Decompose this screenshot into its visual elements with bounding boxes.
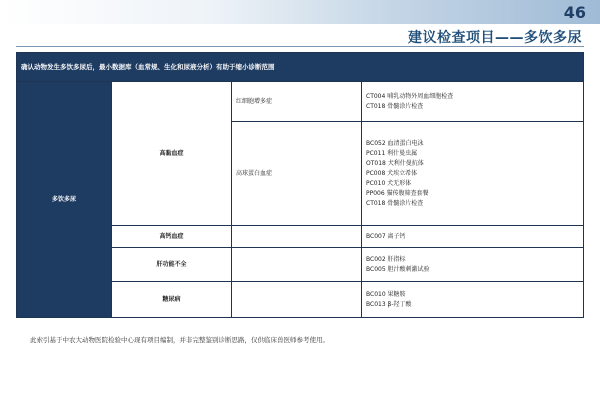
tests-cell — [362, 122, 584, 226]
test-item: CT018 骨髓涂片检查 — [366, 102, 424, 110]
test-item: CT018 骨髓涂片检查 — [366, 199, 424, 207]
table-header: 确认动物发生多饮多尿后，最小数据库（血常规、生化和尿液分析）有助于缩小诊断范围 — [17, 53, 584, 82]
tests-cell — [362, 248, 584, 282]
test-item: CT004 哺乳动物外周血细胞检查 — [366, 92, 454, 100]
sub-category-cell: 高黏血症 — [112, 82, 232, 226]
page-title: 建议检查项目——多饮多尿 — [408, 30, 582, 46]
tests-cell — [362, 226, 584, 248]
condition-cell: 红细胞增多症 — [232, 82, 362, 122]
footnote: 此索引基于中农大动物医院检验中心现有项目编制，并非完整鉴别诊断思路，仅供临床兽医师参考使用。 — [30, 336, 329, 344]
test-item: BC007 离子钙 — [366, 232, 406, 240]
condition-cell — [232, 248, 362, 282]
test-item: BC013 β-羟丁酸 — [366, 300, 412, 308]
test-item: PC008 犬埃立希体 — [366, 169, 418, 177]
condition-cell: 高球蛋白血症 — [232, 122, 362, 226]
tests-cell — [362, 82, 584, 122]
main-category-cell: 多饮多尿 — [17, 82, 112, 318]
test-item: PP006 猫传腹筛查套餐 — [366, 189, 429, 197]
test-item: PC010 犬无形体 — [366, 179, 412, 187]
title-divider — [16, 46, 584, 47]
sub-category-cell: 高钙血症 — [112, 226, 232, 248]
top-banner — [0, 0, 600, 24]
test-item: BC010 果糖胺 — [366, 290, 406, 298]
sub-category-cell: 肝功能不全 — [112, 248, 232, 282]
test-item: BC005 胆汁酸刺激试验 — [366, 265, 430, 273]
test-item: OT018 犬利什曼抗体 — [366, 159, 424, 167]
test-item: PC011 利什曼虫属 — [366, 149, 418, 157]
test-item: BC002 肝指标 — [366, 255, 406, 263]
recommendation-table — [16, 52, 584, 318]
tests-cell — [362, 282, 584, 318]
page-number: 46 — [563, 3, 586, 22]
test-item: BC052 血清蛋白电泳 — [366, 139, 424, 147]
condition-cell — [232, 282, 362, 318]
condition-cell — [232, 226, 362, 248]
sub-category-cell: 糖尿病 — [112, 282, 232, 318]
